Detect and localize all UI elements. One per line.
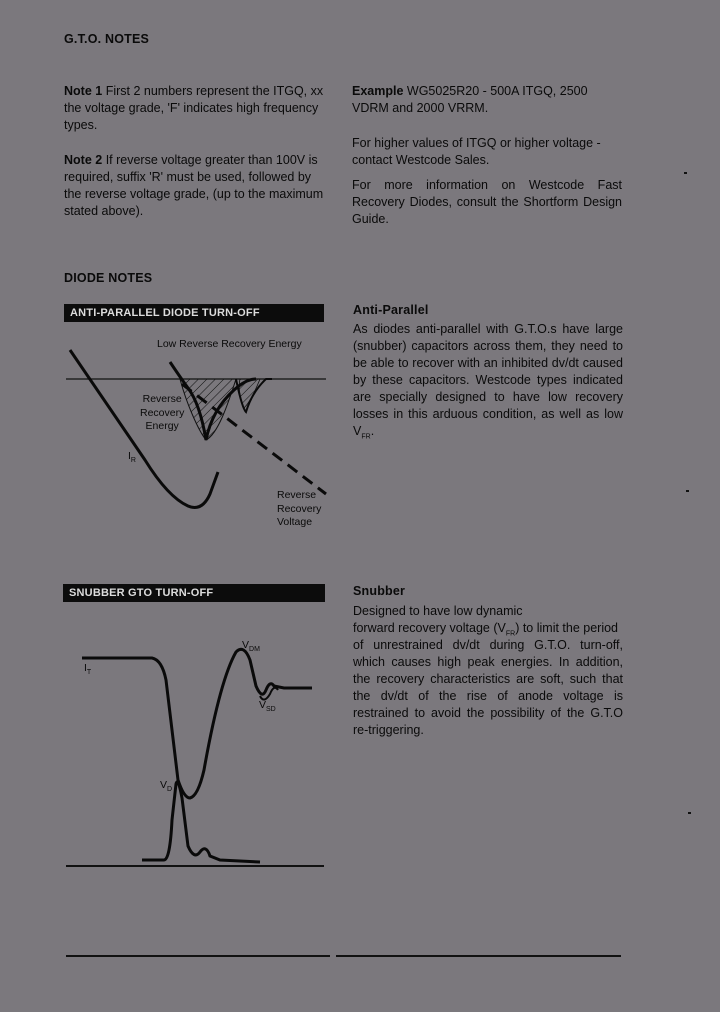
bottom-rule-left [66, 955, 330, 957]
snubber-line-2-end: ) to limit the period [515, 621, 619, 635]
note-1-text: First 2 numbers represent the ITGQ, xx the voltage grade, 'F' indicates high frequency types. [64, 84, 324, 132]
it-label-main: I [84, 662, 87, 674]
scan-speck [686, 490, 689, 492]
it-current-curve [82, 649, 312, 798]
more-info-text: For more information on Westcode Fast Recovery Diodes, consult the Shortform Design Guide. [352, 178, 622, 226]
vsd-label [259, 699, 276, 717]
rr-energy-line-2: Recovery [140, 406, 185, 419]
anti-parallel-chart-title: ANTI-PARALLEL DIODE TURN-OFF [64, 304, 324, 322]
it-label-sub: T [86, 669, 92, 677]
ir-label [128, 450, 136, 468]
rr-voltage-line-1: Reverse [277, 489, 317, 501]
snubber-line-1: Designed to have low dynamic [353, 604, 523, 618]
vsd-label-sub: SD [266, 706, 276, 714]
vd-label-sub: D [167, 786, 173, 794]
rr-energy-line-3: Energy [145, 420, 179, 432]
rr-voltage-line-3: Voltage [277, 516, 313, 528]
note-2 [64, 152, 326, 220]
ir-label-sub: R [130, 457, 136, 465]
vd-label [160, 779, 172, 797]
rr-voltage-line-2: Recovery [277, 502, 322, 515]
note-1-label: Note 1 [64, 84, 103, 98]
it-label [84, 662, 91, 680]
note-2-label: Note 2 [64, 153, 103, 167]
diode-notes-heading: DIODE NOTES [64, 271, 153, 285]
vd-label-main: V [160, 779, 168, 791]
example-text: WG5025R20 - 500A ITGQ, 2500 VDRM and 2000 VRRM. [352, 84, 588, 115]
snubber-text: of unrestrained dv/dt during G.T.O. turn-off, which causes high peak energies. In addition, the recovery characteristics are soft, such that the dv/dt of the rise of anode voltage is restrained to avoid the possibility of the G.T.O re-triggering. [353, 638, 623, 737]
example-label: Example [352, 84, 404, 98]
snubber-chart [60, 620, 340, 880]
rr-energy-line-1: Reverse [142, 393, 182, 405]
snubber-vfr-sub: FR [505, 630, 516, 638]
anti-parallel-heading: Anti-Parallel [353, 303, 429, 317]
anti-parallel-body: As diodes anti-parallel with G.T.O.s have large (snubber) capacitors across them, they need to be able to recover with an inhibited dv/dt caused by these capacitors. Westcode types indicated are specially designed to have low recovery losses in this arduous condition, as well as low V [353, 322, 623, 438]
note-2-text: If reverse voltage greater than 100V is required, suffix 'R' must be used, followed by the reverse voltage grade, (up to the maximum stated above). [64, 153, 324, 218]
scan-speck [684, 172, 687, 174]
low-reverse-recovery-energy-label: Low Reverse Recovery Energy [157, 338, 302, 350]
gto-notes-heading: G.T.O. NOTES [64, 32, 150, 46]
snubber-line-2-start: forward recovery voltage (V [353, 621, 506, 635]
note-1 [64, 83, 326, 134]
anti-parallel-text [353, 321, 623, 446]
vdm-label-main: V [242, 639, 250, 651]
reverse-recovery-voltage-label [277, 489, 321, 530]
vfr-subscript: FR [361, 433, 371, 441]
reverse-recovery-voltage-line [182, 384, 326, 494]
bottom-rule-right [336, 955, 621, 957]
vdm-label [242, 639, 260, 657]
vdm-label-sub: DM [249, 646, 260, 654]
reverse-recovery-energy-label [140, 393, 184, 434]
vsd-label-main: V [259, 699, 267, 711]
anti-parallel-end: . [370, 424, 375, 438]
scan-speck [688, 812, 691, 814]
ir-label-main: I [128, 450, 131, 462]
snubber-chart-title: SNUBBER GTO TURN-OFF [63, 584, 325, 602]
higher-values-text: For higher values of ITGQ or higher voltage - contact Westcode Sales. [352, 136, 601, 167]
snubber-heading: Snubber [353, 584, 406, 598]
example [352, 83, 622, 117]
